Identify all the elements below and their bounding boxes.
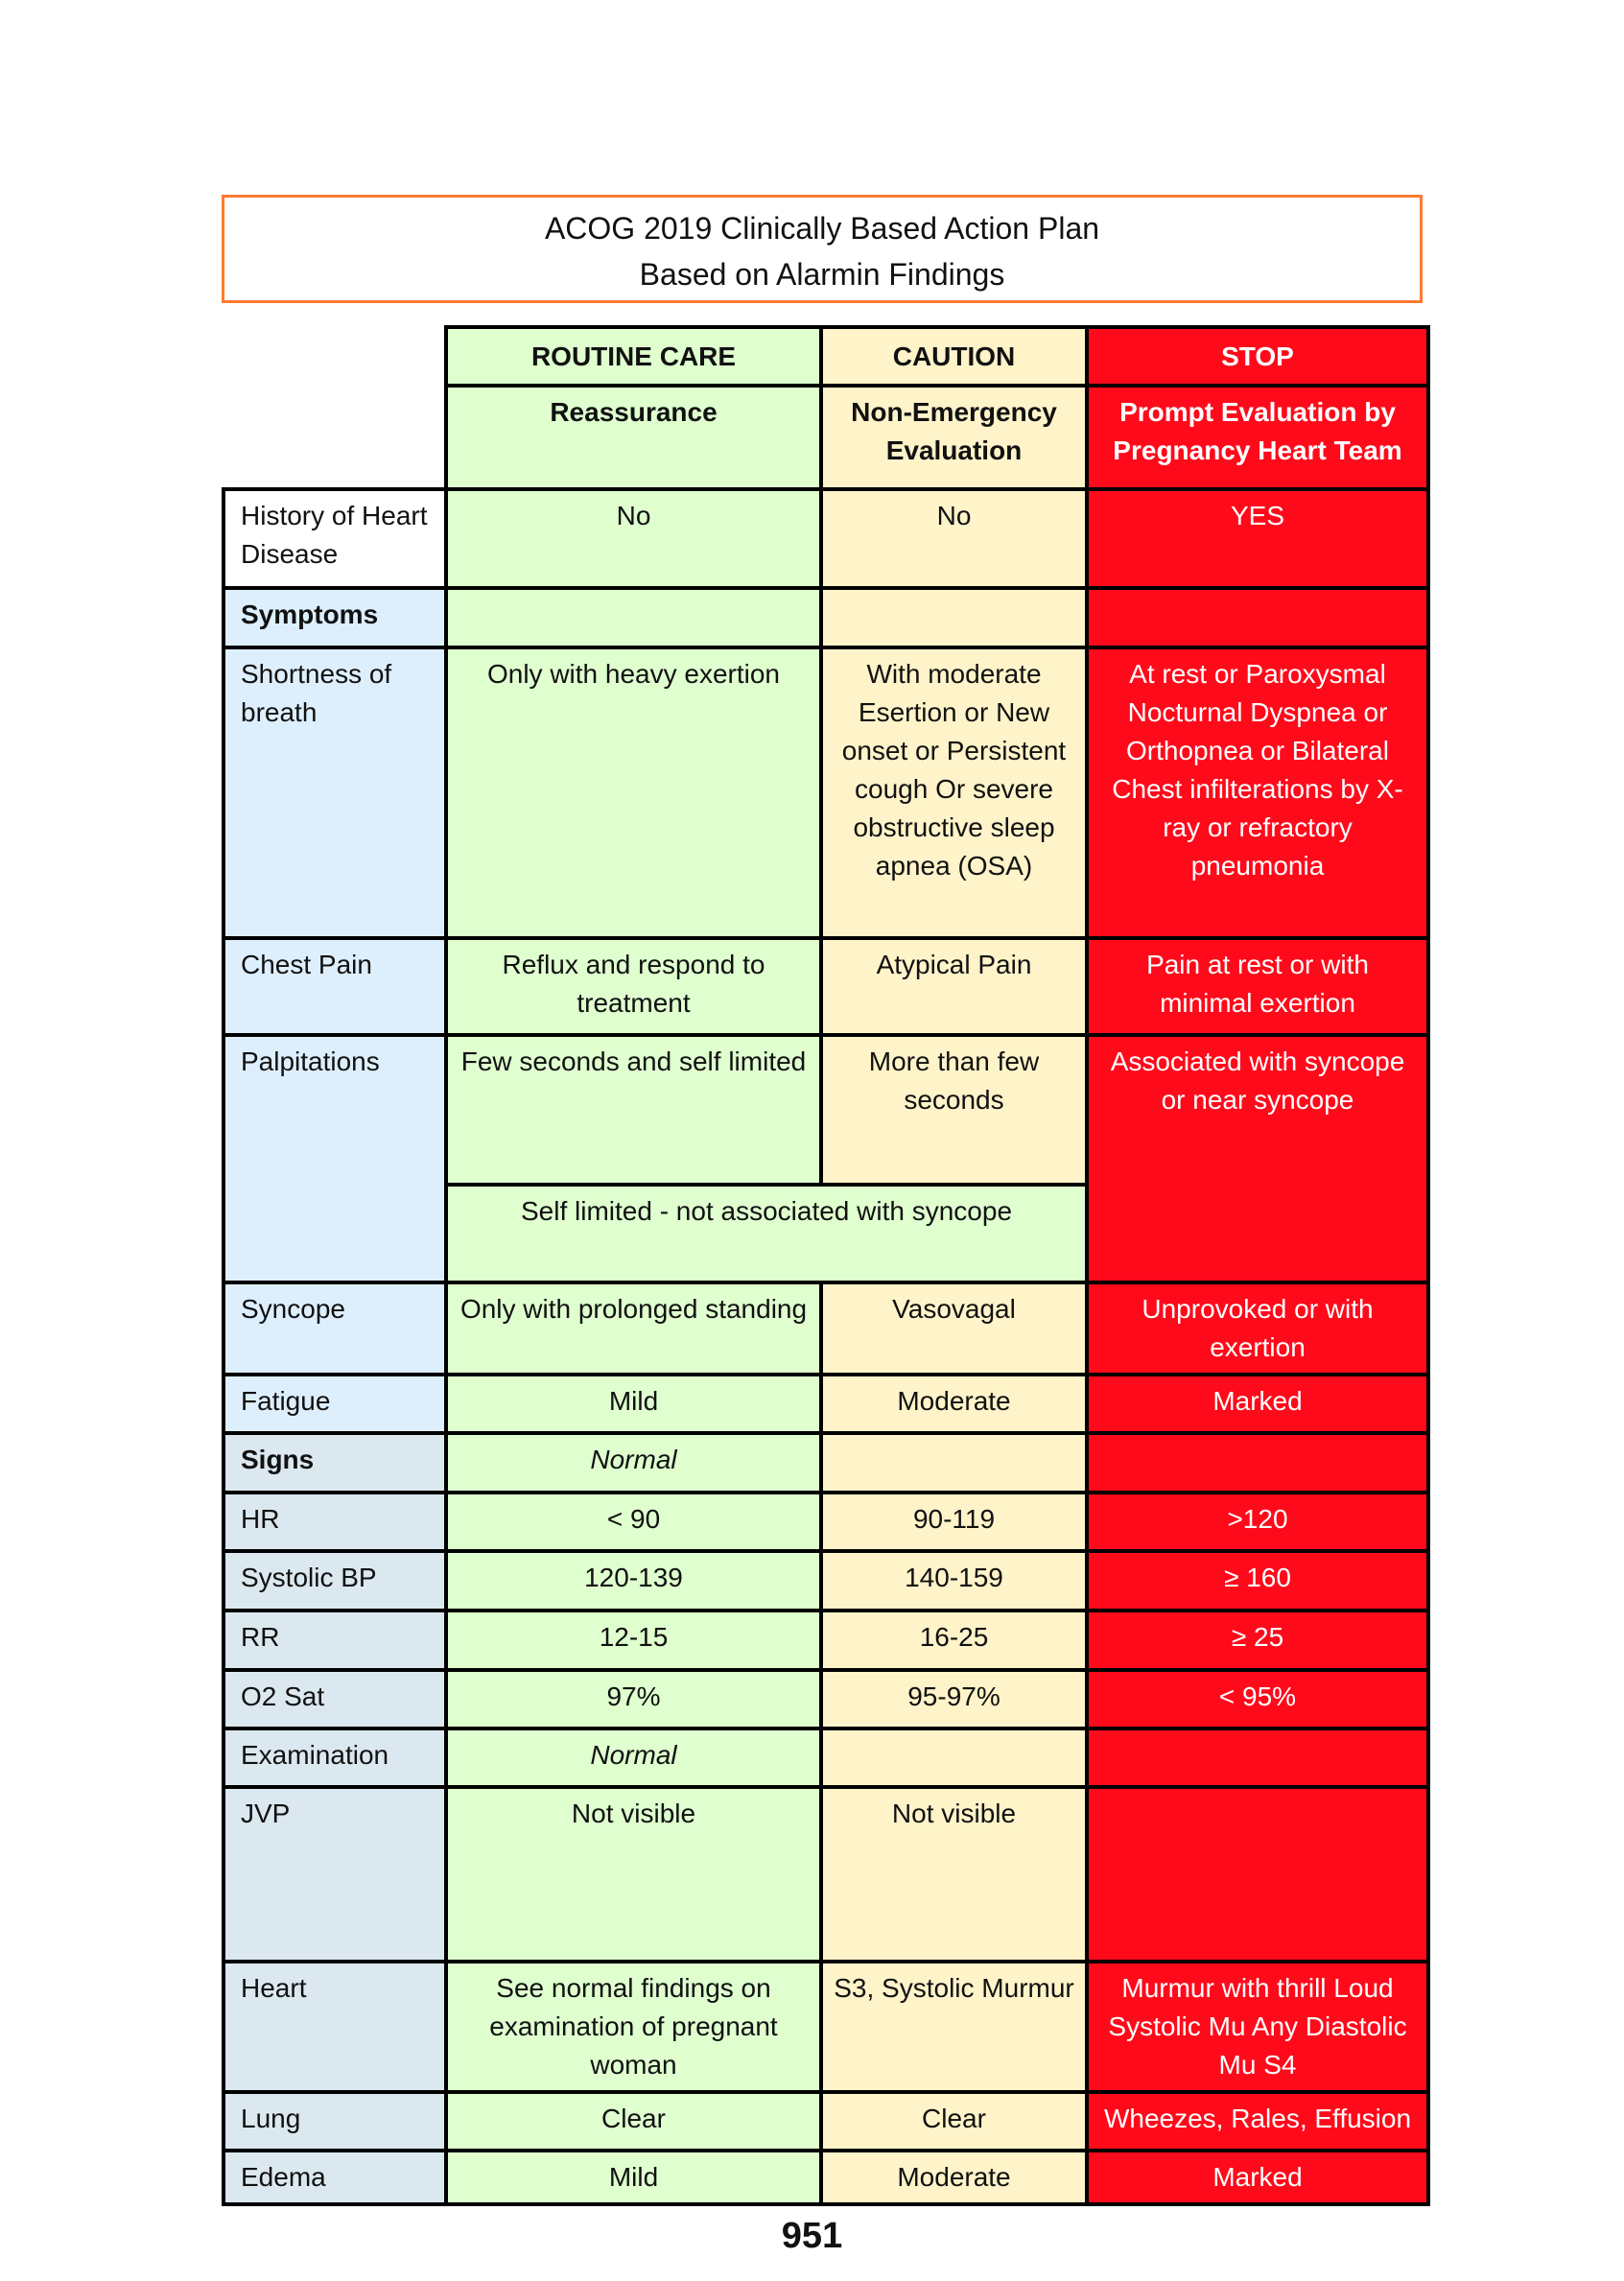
row-label: HR [224, 1493, 446, 1551]
cell-stop [1087, 1787, 1428, 1962]
column-heading-stop: STOP [1087, 327, 1428, 386]
cell-caution: With moderate Esertion or New onset or Persistent cough Or severe obstructive sleep apnea (OSA) [821, 647, 1087, 938]
cell-caution: No [821, 489, 1087, 588]
cell-routine: Few seconds and self limited [446, 1035, 821, 1185]
cell-routine: Normal [446, 1728, 821, 1787]
row-label: Syncope [224, 1282, 446, 1375]
cell-stop [1087, 1728, 1428, 1787]
row-label: Palpitations [224, 1035, 446, 1282]
cell-routine: No [446, 489, 821, 588]
row-label: Examination [224, 1728, 446, 1787]
cell-stop: At rest or Paroxysmal Nocturnal Dyspnea or Orthopnea or Bilateral Chest infilterations by X-ray or refractory pneumonia [1087, 647, 1428, 938]
cell-stop [1087, 588, 1428, 647]
cell-routine: Mild [446, 1375, 821, 1433]
cell-caution: Vasovagal [821, 1282, 1087, 1375]
row-label: Chest Pain [224, 938, 446, 1035]
cell-caution [821, 1433, 1087, 1493]
row-label: RR [224, 1611, 446, 1670]
cell-routine: Only with heavy exertion [446, 647, 821, 938]
cell-caution: Moderate [821, 1375, 1087, 1433]
cell-routine: Clear [446, 2092, 821, 2151]
cell-caution: 95-97% [821, 1670, 1087, 1728]
cell-stop: ≥ 160 [1087, 1551, 1428, 1611]
cell-stop: Associated with syncope or near syncope [1087, 1035, 1428, 1282]
cell-routine: Not visible [446, 1787, 821, 1962]
cell-caution: 16-25 [821, 1611, 1087, 1670]
row-label: History of Heart Disease [224, 489, 446, 588]
row-label: Shortness of breath [224, 647, 446, 938]
cell-stop [1087, 1433, 1428, 1493]
row-label: Symptoms [224, 588, 446, 647]
column-action-stop: Prompt Evaluation by Pregnancy Heart Team [1087, 386, 1428, 489]
blank-corner [224, 327, 446, 489]
cell-routine: Reflux and respond to treatment [446, 938, 821, 1035]
cell-caution: S3, Systolic Murmur [821, 1962, 1087, 2092]
row-label: Heart [224, 1962, 446, 2092]
cell-stop: < 95% [1087, 1670, 1428, 1728]
cell-caution: Not visible [821, 1787, 1087, 1962]
page-number: 951 [781, 2216, 843, 2256]
action-plan-table [222, 325, 1430, 2206]
cell-routine: < 90 [446, 1493, 821, 1551]
cell-stop: Pain at rest or with minimal exertion [1087, 938, 1428, 1035]
cell-stop: Marked [1087, 1375, 1428, 1433]
cell-stop: Wheezes, Rales, Effusion [1087, 2092, 1428, 2151]
cell-stop: Murmur with thrill Loud Systolic Mu Any Diastolic Mu S4 [1087, 1962, 1428, 2092]
title-line-1: ACOG 2019 Clinically Based Action Plan [544, 211, 1100, 246]
column-action-routine: Reassurance [446, 386, 821, 489]
column-heading-routine: ROUTINE CARE [446, 327, 821, 386]
cell-routine: Normal [446, 1433, 821, 1493]
cell-caution: 90-119 [821, 1493, 1087, 1551]
row-label: Systolic BP [224, 1551, 446, 1611]
cell-routine: Only with prolonged standing [446, 1282, 821, 1375]
cell-routine [446, 588, 821, 647]
cell-routine: 120-139 [446, 1551, 821, 1611]
row-label: O2 Sat [224, 1670, 446, 1728]
cell-shared-routine-caution: Self limited - not associated with syncope [446, 1185, 1087, 1282]
cell-routine: 97% [446, 1670, 821, 1728]
row-label: Lung [224, 2092, 446, 2151]
cell-stop: Unprovoked or with exertion [1087, 1282, 1428, 1375]
cell-routine: See normal findings on examination of pregnant woman [446, 1962, 821, 2092]
cell-caution: More than few seconds [821, 1035, 1087, 1185]
column-action-caution: Non-Emergency Evaluation [821, 386, 1087, 489]
row-label: Signs [224, 1433, 446, 1493]
row-label: Edema [224, 2151, 446, 2204]
cell-caution: Atypical Pain [821, 938, 1087, 1035]
row-label: JVP [224, 1787, 446, 1962]
cell-caution: Moderate [821, 2151, 1087, 2204]
cell-caution [821, 588, 1087, 647]
cell-routine: 12-15 [446, 1611, 821, 1670]
column-heading-caution: CAUTION [821, 327, 1087, 386]
cell-caution [821, 1728, 1087, 1787]
row-label: Fatigue [224, 1375, 446, 1433]
cell-stop: ≥ 25 [1087, 1611, 1428, 1670]
cell-caution: Clear [821, 2092, 1087, 2151]
cell-stop: >120 [1087, 1493, 1428, 1551]
cell-stop: YES [1087, 489, 1428, 588]
title-box [222, 195, 1423, 303]
cell-caution: 140-159 [821, 1551, 1087, 1611]
cell-routine: Mild [446, 2151, 821, 2204]
title-line-2: Based on Alarmin Findings [639, 257, 1005, 292]
cell-stop: Marked [1087, 2151, 1428, 2204]
